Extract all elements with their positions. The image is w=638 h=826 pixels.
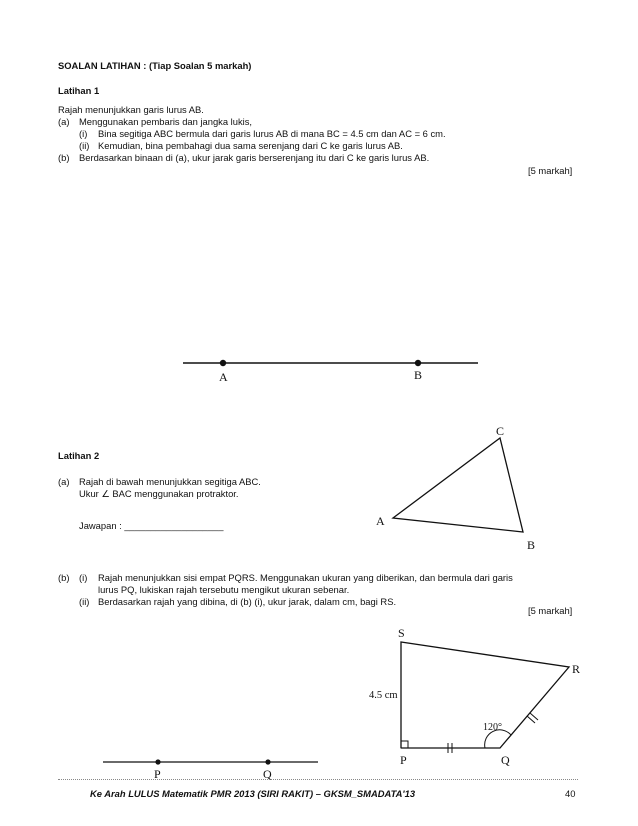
latihan2-b-ii-text: Berdasarkan rajah yang dibina, di (b) (i), ukur jarak, dalam cm, bagi RS. [98, 596, 397, 607]
latihan2-a-label: (a) [58, 476, 70, 487]
latihan2-b-i-text2: lurus PQ, lukiskan rajah tersebutu mengikut ukuran sebenar. [98, 584, 350, 595]
line-label-q: Q [263, 767, 272, 781]
latihan1-a-i-text: Bina segitiga ABC bermula dari garis lurus AB di mana BC = 4.5 cm dan AC = 6 cm. [98, 128, 446, 139]
tick-qr-2 [530, 713, 538, 720]
latihan2-b-ii-label: (ii) [79, 596, 90, 607]
quad-angle-label: 120° [483, 722, 502, 733]
latihan1-heading: Latihan 1 [58, 85, 100, 96]
latihan1-a-text: Menggunakan pembaris dan jangka lukis, [79, 116, 253, 127]
point-a-label: A [219, 370, 228, 384]
tick-qr-1 [527, 716, 535, 723]
latihan1-marks: [5 markah] [528, 165, 573, 176]
page-title: SOALAN LATIHAN : (Tiap Soalan 5 markah) [58, 60, 252, 71]
latihan2-b-i-label: (i) [79, 572, 88, 583]
latihan2-answer: Jawapan : ___________________ [79, 520, 224, 531]
triangle-label-a: A [376, 514, 385, 528]
latihan1-a-ii-text: Kemudian, bina pembahagi dua sama serenjang dari C ke garis lurus AB. [98, 140, 403, 151]
quad-label-q: Q [501, 753, 510, 767]
footer-rule [58, 779, 578, 780]
right-angle-marker [401, 741, 408, 748]
page-number: 40 [565, 788, 576, 799]
triangle-abc [393, 438, 523, 532]
latihan2-b-i-text: Rajah menunjukkan sisi empat PQRS. Menggunakan ukuran yang diberikan, dan bermula dari garis [98, 572, 513, 583]
latihan2-a-text: Rajah di bawah menunjukkan segitiga ABC. [79, 476, 261, 487]
quad-label-s: S [398, 626, 405, 640]
latihan1-a-ii-label: (ii) [79, 140, 90, 151]
point-a-dot [220, 360, 226, 366]
line-point-q-dot [265, 759, 270, 764]
triangle-label-b: B [527, 538, 536, 552]
latihan2-b-label: (b) [58, 572, 70, 583]
latihan2-marks: [5 markah] [528, 605, 573, 616]
line-point-p-dot [155, 759, 160, 764]
triangle-label-c: C [496, 424, 505, 438]
latihan1-b-label: (b) [58, 152, 70, 163]
footer-text: Ke Arah LULUS Matematik PMR 2013 (SIRI RAKIT) – GKSM_SMADATA'13 [90, 788, 416, 799]
latihan2-a-text2: Ukur ∠ BAC menggunakan protraktor. [79, 488, 239, 499]
latihan1-a-label: (a) [58, 116, 70, 127]
latihan2-heading: Latihan 2 [58, 450, 100, 461]
quad-label-r: R [572, 662, 581, 676]
point-b-dot [415, 360, 421, 366]
quad-label-p: P [400, 753, 407, 767]
latihan1-b-text: Berdasarkan binaan di (a), ukur jarak garis berserenjang itu dari C ke garis lurus AB. [79, 152, 430, 163]
point-b-label: B [414, 368, 423, 382]
line-label-p: P [154, 767, 161, 781]
latihan1-intro: Rajah menunjukkan garis lurus AB. [58, 104, 204, 115]
quad-side-label: 4.5 cm [369, 690, 398, 701]
latihan1-a-i-label: (i) [79, 128, 88, 139]
